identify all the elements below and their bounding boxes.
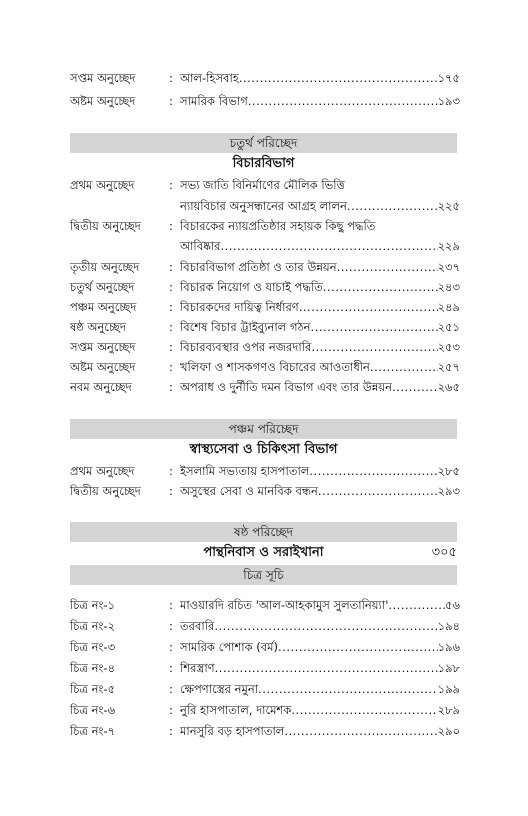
figure-label: চিত্র নং-৫ (70, 682, 116, 696)
toc-entry (70, 258, 460, 276)
separator: : (169, 724, 173, 738)
entry-title: ন্যায়বিচার অনুসন্ধানের আগ্রহ লালন (180, 199, 347, 213)
separator: : (169, 598, 173, 612)
figure-page: ৫৬ (445, 598, 460, 612)
chapter-band: পঞ্চম পরিচ্ছেদ (70, 419, 457, 439)
entry-label: দ্বিতীয় অনুচ্ছেদ (70, 484, 141, 498)
entry-title-line1: সভ্য জাতি বিনির্মাণের মৌলিক ভিত্তি (180, 178, 345, 192)
entry-page: ২৬৫ (437, 380, 460, 394)
toc-entry (70, 298, 460, 316)
entry-page: ২৪৯ (437, 300, 460, 314)
figure-label: চিত্র নং-২ (70, 619, 116, 633)
figure-label: চিত্র নং-১ (70, 598, 116, 612)
figure-page: ১৯৪ (437, 619, 460, 633)
separator: : (169, 260, 173, 274)
figure-title: নুরি হাসপাতাল, দামেশক (180, 703, 292, 717)
entry-title: বিচারব্যবস্থার ওপর নজরদারি (180, 340, 312, 354)
entry-page: ২৫৩ (437, 340, 460, 354)
section-title: স্বাস্থ্যসেবা ও চিকিৎসা বিভাগ (189, 442, 338, 457)
figure-label: চিত্র নং-৩ (70, 640, 116, 654)
entry-label: সপ্তম অনুচ্ছেদ (70, 71, 136, 85)
entry-page: ২৯৩ (437, 484, 460, 498)
section-title: বিচারবিভাগ (232, 156, 295, 171)
figure-entry (70, 638, 460, 656)
toc-entry (70, 338, 460, 356)
separator: : (169, 640, 173, 654)
entry-label: প্রথম অনুচ্ছেদ (70, 464, 135, 478)
entry-label: প্রথম অনুচ্ছেদ (70, 178, 135, 192)
separator: : (169, 94, 173, 108)
separator: : (169, 619, 173, 633)
section-title (70, 543, 457, 563)
entry-title: আবিষ্কার (180, 239, 221, 253)
separator: : (169, 703, 173, 717)
figure-title: শিরস্ত্রাণ (180, 661, 215, 675)
figure-title: মানসুরি বড় হাসপাতাল (180, 724, 285, 738)
toc-entry-line1 (70, 217, 460, 235)
section-page: ৩০৫ (431, 545, 457, 560)
separator: : (169, 682, 173, 696)
section-title-text: পান্থনিবাস ও সরাইখানা (203, 545, 324, 560)
entry-page: ২২৯ (437, 239, 460, 253)
entry-label: অষ্টম অনুচ্ছেদ (70, 360, 136, 374)
figure-title: সামরিক পোশাক (বর্ম) (180, 640, 279, 654)
separator: : (169, 360, 173, 374)
toc-entry (70, 278, 460, 296)
entry-label: তৃতীয় অনুচ্ছেদ (70, 260, 140, 274)
separator: : (169, 178, 173, 192)
entry-title: বিচারবিভাগ প্রতিষ্ঠা ও তার উন্নয়ন (180, 260, 337, 274)
entry-page: ২৫৭ (437, 360, 460, 374)
entry-title: ইসলামি সভ্যতায় হাসপাতাল (180, 464, 310, 478)
figure-title: তরবারি (180, 619, 215, 633)
figure-page: ১৯৯ (437, 682, 460, 696)
separator: : (169, 380, 173, 394)
figure-entry (70, 680, 460, 698)
separator: : (169, 464, 173, 478)
toc-entry (70, 378, 460, 396)
toc-entry (70, 358, 460, 376)
separator: : (169, 320, 173, 334)
entry-title: বিশেষ বিচার ট্রাইব্যুনাল গঠন (180, 320, 311, 334)
separator: : (169, 280, 173, 294)
entry-label: ষষ্ঠ অনুচ্ছেদ (70, 320, 126, 334)
toc-entry (70, 482, 460, 500)
toc-entry (70, 462, 460, 480)
entry-label: অষ্টম অনুচ্ছেদ (70, 94, 136, 108)
toc-entry (70, 92, 460, 110)
figure-entry (70, 701, 460, 719)
toc-entry-line2 (70, 197, 460, 215)
entry-title: খলিফা ও শাসকগণও বিচারের আওতাধীন (180, 360, 370, 374)
toc-entry (70, 69, 460, 87)
figure-label: চিত্র নং-৭ (70, 724, 116, 738)
entry-label: চতুর্থ অনুচ্ছেদ (70, 280, 135, 294)
entry-title: অসুস্থের সেবা ও মানবিক বন্ধন (180, 484, 318, 498)
entry-title: আল-হিসবাহ (180, 71, 239, 85)
figure-entry (70, 659, 460, 677)
entry-page: ২৫১ (437, 320, 460, 334)
toc-entry (70, 318, 460, 336)
separator: : (169, 300, 173, 314)
figure-page: ২৯০ (437, 724, 460, 738)
entry-label: দ্বিতীয় অনুচ্ছেদ (70, 219, 141, 233)
figure-index-band: চিত্র সূচি (70, 565, 457, 585)
figure-page: ১৯৮ (437, 661, 460, 675)
entry-title: বিচারক নিয়োগ ও যাচাই পদ্ধতি (180, 280, 323, 294)
figure-page: ২৮৯ (437, 703, 460, 717)
entry-page: ১৯৩ (437, 94, 460, 108)
figure-entry (70, 722, 460, 740)
entry-label: সপ্তম অনুচ্ছেদ (70, 340, 136, 354)
separator: : (169, 71, 173, 85)
figure-page: ১৯৬ (437, 640, 460, 654)
separator: : (169, 484, 173, 498)
separator: : (169, 340, 173, 354)
figure-title: মাওয়ারদি রচিত 'আল-আহকামুস সুলতানিয়্যা' (180, 598, 389, 612)
figure-entry (70, 617, 460, 635)
entry-title: অপরাধ ও দুর্নীতি দমন বিভাগ এবং তার উন্নয়ন (180, 380, 393, 394)
entry-page: ২৮৫ (437, 464, 460, 478)
entry-title: বিচারকদের দায়িত্ব নির্ধারণ (180, 300, 299, 314)
entry-label: নবম অনুচ্ছেদ (70, 380, 132, 394)
toc-entry-line2 (70, 237, 460, 255)
entry-page: ২৩৭ (437, 260, 460, 274)
figure-label: চিত্র নং-৬ (70, 703, 116, 717)
entry-page: ১৭৫ (437, 71, 460, 85)
entry-title: সামরিক বিভাগ (180, 94, 248, 108)
figure-entry (70, 596, 460, 614)
entry-page: ২২৫ (437, 199, 460, 213)
separator: : (169, 661, 173, 675)
entry-page: ২৪৩ (437, 280, 460, 294)
separator: : (169, 219, 173, 233)
figure-title: ক্ষেপণাস্ত্রের নমুনা (180, 682, 259, 696)
toc-entry-line1 (70, 176, 460, 194)
entry-title-line1: বিচারকের ন্যায়প্রতিষ্ঠার সহায়ক কিছু পদ্ধতি (180, 219, 376, 233)
chapter-band: চতুর্থ পরিচ্ছেদ (70, 133, 457, 153)
figure-label: চিত্র নং-৪ (70, 661, 116, 675)
chapter-band: ষষ্ঠ পরিচ্ছেদ (70, 522, 457, 542)
entry-label: পঞ্চম অনুচ্ছেদ (70, 300, 137, 314)
